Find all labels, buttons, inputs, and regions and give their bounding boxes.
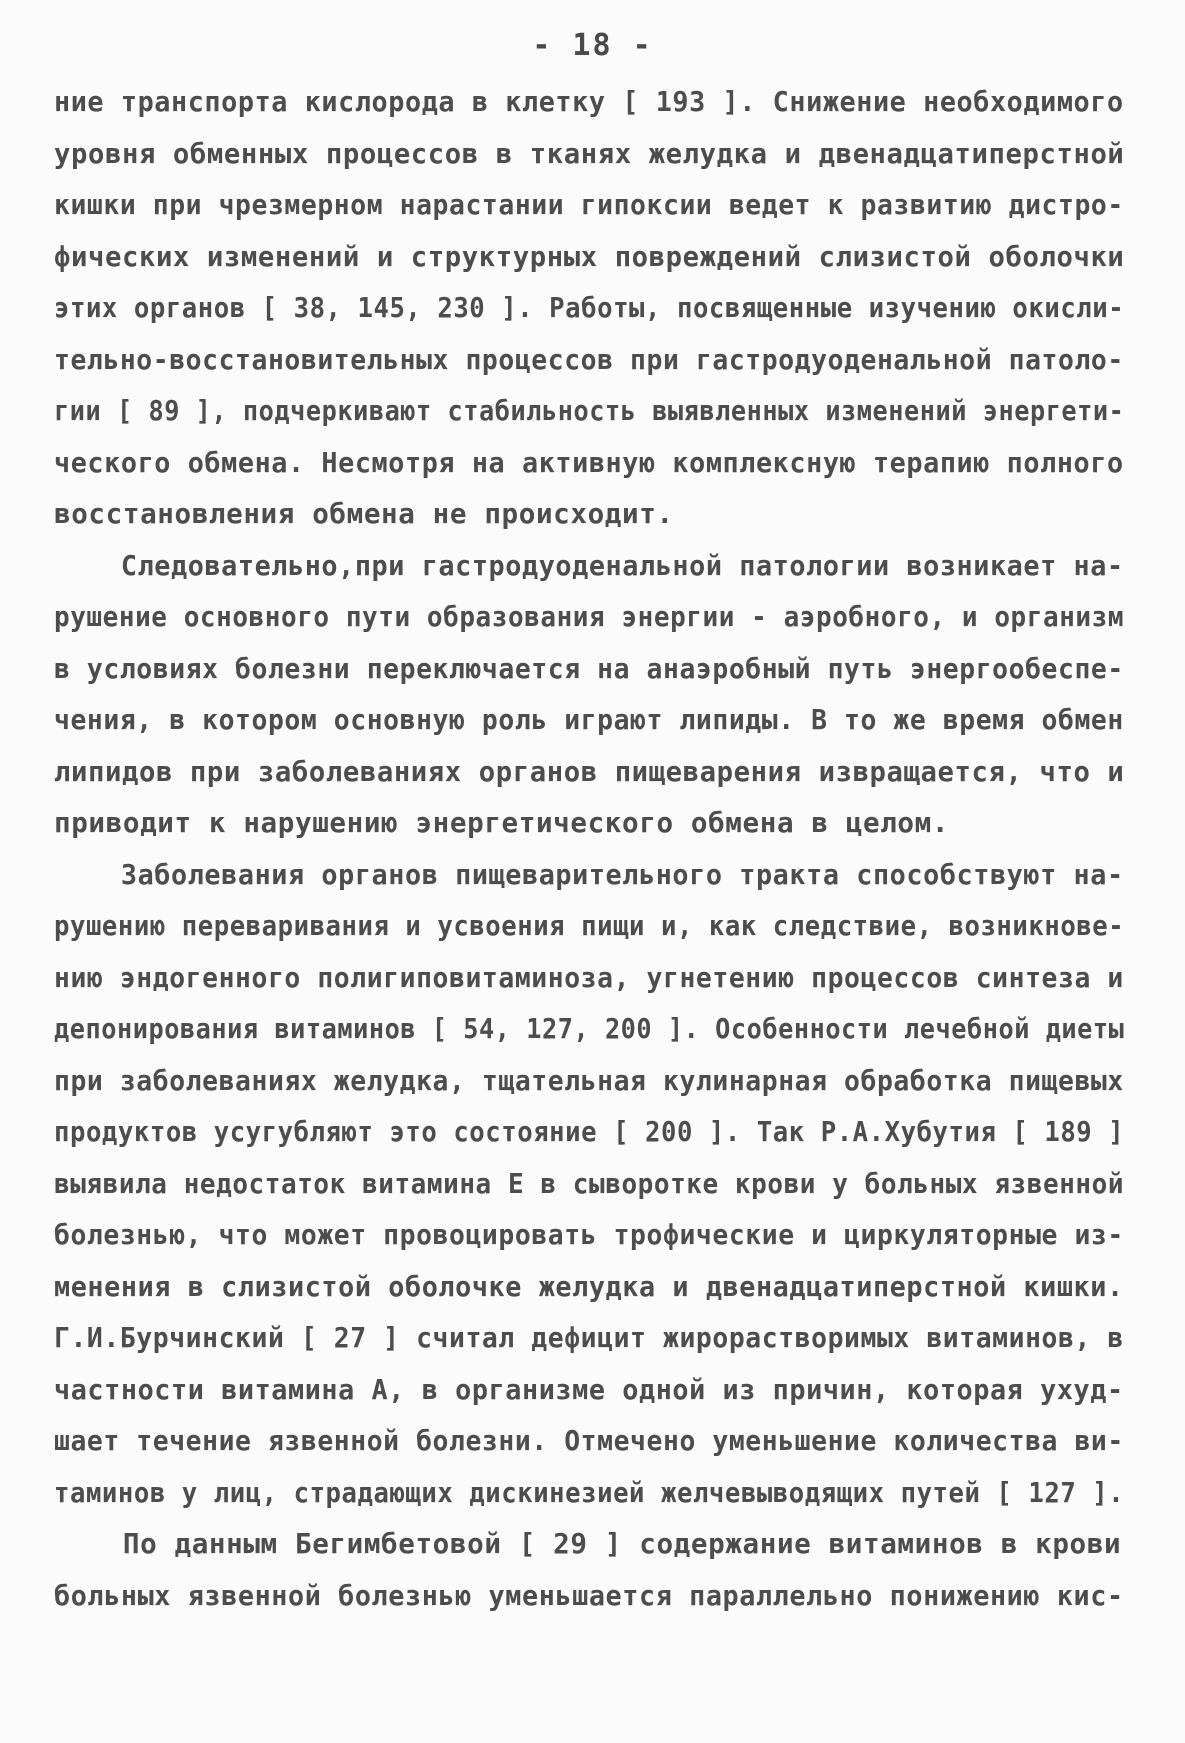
text-line: чения, в котором основную роль играют липиды. В то же время обмен bbox=[54, 703, 1124, 736]
text-line: тельно-восстановительных процессов при гастродуоденальной патоло- bbox=[54, 342, 1124, 376]
text-line: гии [ 89 ], подчеркивают стабильность выявленных изменений энергети- bbox=[54, 394, 1125, 427]
text-line: ческого обмена. Несмотря на активную комплексную терапию полного bbox=[54, 445, 1124, 479]
text-line: Г.И.Бурчинский [ 27 ] считал дефицит жирорастворимых витаминов, в bbox=[54, 1321, 1124, 1354]
text-line: при заболеваниях желудка, тщательная кулинарная обработка пищевых bbox=[54, 1063, 1124, 1097]
text-line: больных язвенной болезнью уменьшается параллельно понижению кис- bbox=[54, 1578, 1124, 1612]
text-line: приводит к нарушению энергетического обмена в целом. bbox=[54, 806, 950, 839]
text-line: уровня обменных процессов в тканях желудка и двенадцатиперстной bbox=[54, 136, 1125, 170]
text-line: По данным Бегимбетовой [ 29 ] содержание витаминов в крови bbox=[54, 1527, 1122, 1560]
text-line: кишки при чрезмерном нарастании гипоксии ведет к развитию дистро- bbox=[54, 188, 1124, 221]
text-line: рушение основного пути образования энергии - аэробного, и организм bbox=[54, 600, 1125, 633]
text-line: в условиях болезни переключается на анаэробный путь энергообеспе- bbox=[54, 651, 1124, 685]
text-line: менения в слизистой оболочке желудка и двенадцатиперстной кишки. bbox=[54, 1269, 1124, 1303]
text-line: рушению переваривания и усвоения пищи и, как следствие, возникнове- bbox=[54, 909, 1125, 942]
text-line: таминов у лиц, страдающих дискинезией желчевыводящих путей [ 127 ]. bbox=[54, 1475, 1125, 1509]
text-line: нию эндогенного полигиповитаминоза, угнетению процессов синтеза и bbox=[54, 960, 1124, 994]
text-line: ние транспорта кислорода в клетку [ 193 ]. Снижение необходимого bbox=[54, 85, 1124, 118]
text-line: выявила недостаток витамина Е в сыворотке крови у больных язвенной bbox=[54, 1166, 1125, 1200]
text-line: продуктов усугубляют это состояние [ 200 ]. Так Р.А.Хубутия [ 189 ] bbox=[54, 1115, 1125, 1148]
text-line: депонирования витаминов [ 54, 127, 200 ]. Особенности лечебной диеты bbox=[54, 1012, 1125, 1045]
text-line: Следовательно,при гастродуоденальной патологии возникает на- bbox=[54, 548, 1124, 582]
page-number: - 18 - bbox=[532, 28, 653, 63]
text-line: фических изменений и структурных повреждений слизистой оболочки bbox=[54, 239, 1125, 273]
text-line: восстановления обмена не происходит. bbox=[54, 497, 674, 530]
body-text bbox=[54, 76, 1124, 1621]
text-line: шает течение язвенной болезни. Отмечено уменьшение количества ви- bbox=[54, 1424, 1124, 1457]
text-line: Заболевания органов пищеварительного тракта способствуют на- bbox=[54, 857, 1124, 891]
text-line: частности витамина А, в организме одной из причин, которая ухуд- bbox=[54, 1372, 1124, 1406]
text-line: этих органов [ 38, 145, 230 ]. Работы, посвященные изучению окисли- bbox=[54, 291, 1125, 324]
text-line: липидов при заболеваниях органов пищеварения извращается, что и bbox=[54, 754, 1125, 788]
text-line: болезнью, что может провоцировать трофические и циркуляторные из- bbox=[54, 1218, 1124, 1251]
